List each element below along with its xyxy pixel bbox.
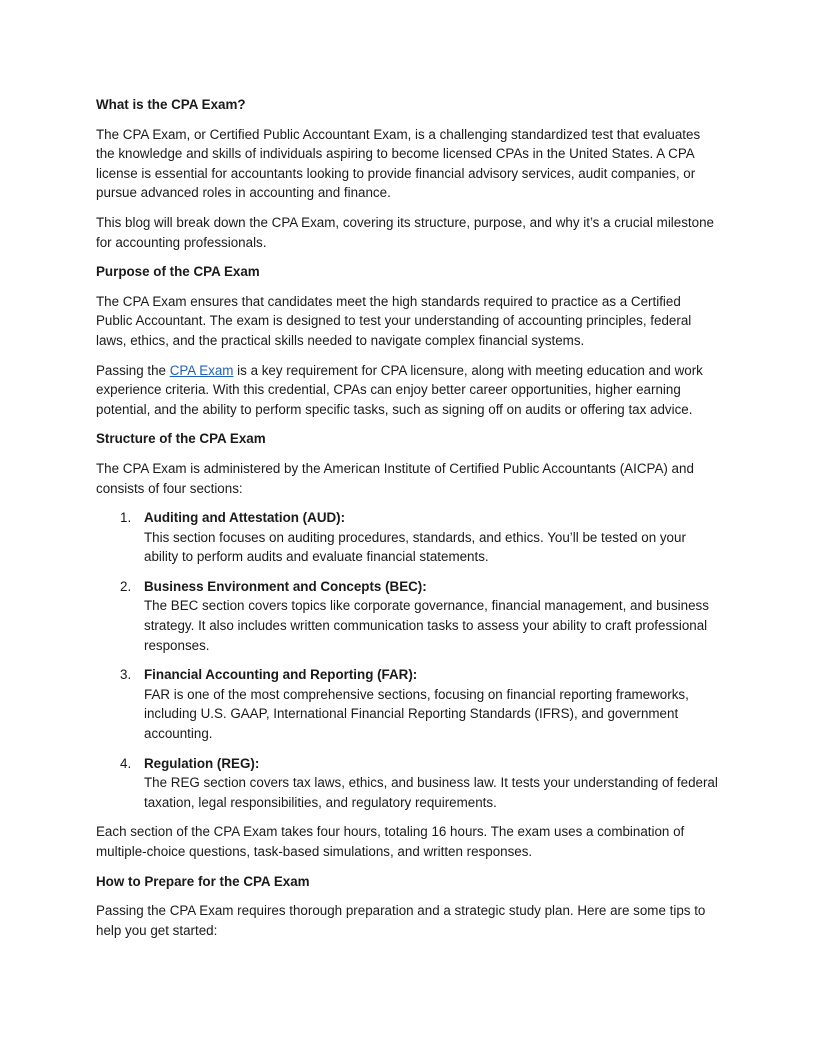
paragraph-purpose: The CPA Exam ensures that candidates meet the high standards required to practice as a Certified Public Accountant. The exam is designed to test your understanding of accounting principles, federal laws, ethics, and the practical skills needed to navigate complex financial systems. — [96, 293, 692, 348]
paragraph-blog-overview: This blog will break down the CPA Exam, covering its structure, purpose, and why it’s a crucial milestone for accounting professionals. — [96, 214, 714, 250]
list-item-far — [96, 665, 720, 743]
section-title-aud: Auditing and Attestation (AUD): — [144, 510, 346, 526]
paragraph-hours: Each section of the CPA Exam takes four hours, totaling 16 hours. The exam uses a combination of multiple-choice questions, task-based simulations, and written responses. — [96, 824, 685, 859]
paragraph-intro: The CPA Exam, or Certified Public Accountant Exam, is a challenging standardized test that evaluates the knowledge and skills of individuals aspiring to become licensed CPAs in the United States. A CPA license is essential for accountants looking to provide financial advisory services, audit companies, or pursue advanced roles in accounting and finance. — [96, 126, 701, 201]
section-title-far: Financial Accounting and Reporting (FAR): — [144, 667, 418, 683]
heading-prepare: How to Prepare for the CPA Exam — [96, 873, 310, 889]
heading-structure: Structure of the CPA Exam — [96, 431, 266, 447]
section-desc-far: FAR is one of the most comprehensive sections, focusing on financial reporting frameworks, including U.S. GAAP, International Financial Reporting Standards (IFRS), and government accounting. — [144, 686, 689, 742]
document-page — [96, 95, 720, 950]
list-item-aud — [96, 508, 720, 567]
section-title-reg: Regulation (REG): — [144, 755, 260, 771]
heading-purpose: Purpose of the CPA Exam — [96, 264, 260, 280]
cpa-exam-link[interactable]: CPA Exam — [169, 362, 234, 378]
section-desc-reg: The REG section covers tax laws, ethics, and business law. It tests your understanding of federal taxation, legal responsibilities, and regulatory requirements. — [144, 775, 718, 810]
list-number: 4. — [120, 755, 132, 771]
list-item-reg — [96, 754, 720, 813]
list-number: 2. — [120, 578, 132, 594]
exam-sections-list — [96, 508, 720, 812]
paragraph-structure: The CPA Exam is administered by the American Institute of Certified Public Accountants (AICPA) and consists of four sections: — [96, 460, 694, 496]
paragraph-prepare: Passing the CPA Exam requires thorough preparation and a strategic study plan. Here are some tips to help you get started: — [96, 903, 706, 938]
section-desc-aud: This section focuses on auditing procedures, standards, and ethics. You’ll be tested on your ability to perform audits and evaluate financial statements. — [144, 529, 686, 565]
section-title-bec: Business Environment and Concepts (BEC): — [144, 578, 427, 594]
list-number: 3. — [120, 667, 132, 683]
passing-text-before: Passing the — [96, 362, 170, 378]
paragraph-passing — [96, 361, 720, 420]
list-item-bec — [96, 577, 720, 655]
passing-text-after: is a key requirement for CPA licensure, along with meeting education and work experience criteria. With this credential, CPAs can enjoy better career opportunities, higher earning potential, and the ability to perform specific tasks, such as signing off on audits or offering tax advice. — [96, 362, 703, 417]
section-desc-bec: The BEC section covers topics like corporate governance, financial management, and business strategy. It also includes written communication tasks to assess your ability to craft professional responses. — [144, 598, 709, 653]
list-number: 1. — [120, 510, 132, 526]
heading-what-is-cpa-exam: What is the CPA Exam? — [96, 97, 246, 112]
